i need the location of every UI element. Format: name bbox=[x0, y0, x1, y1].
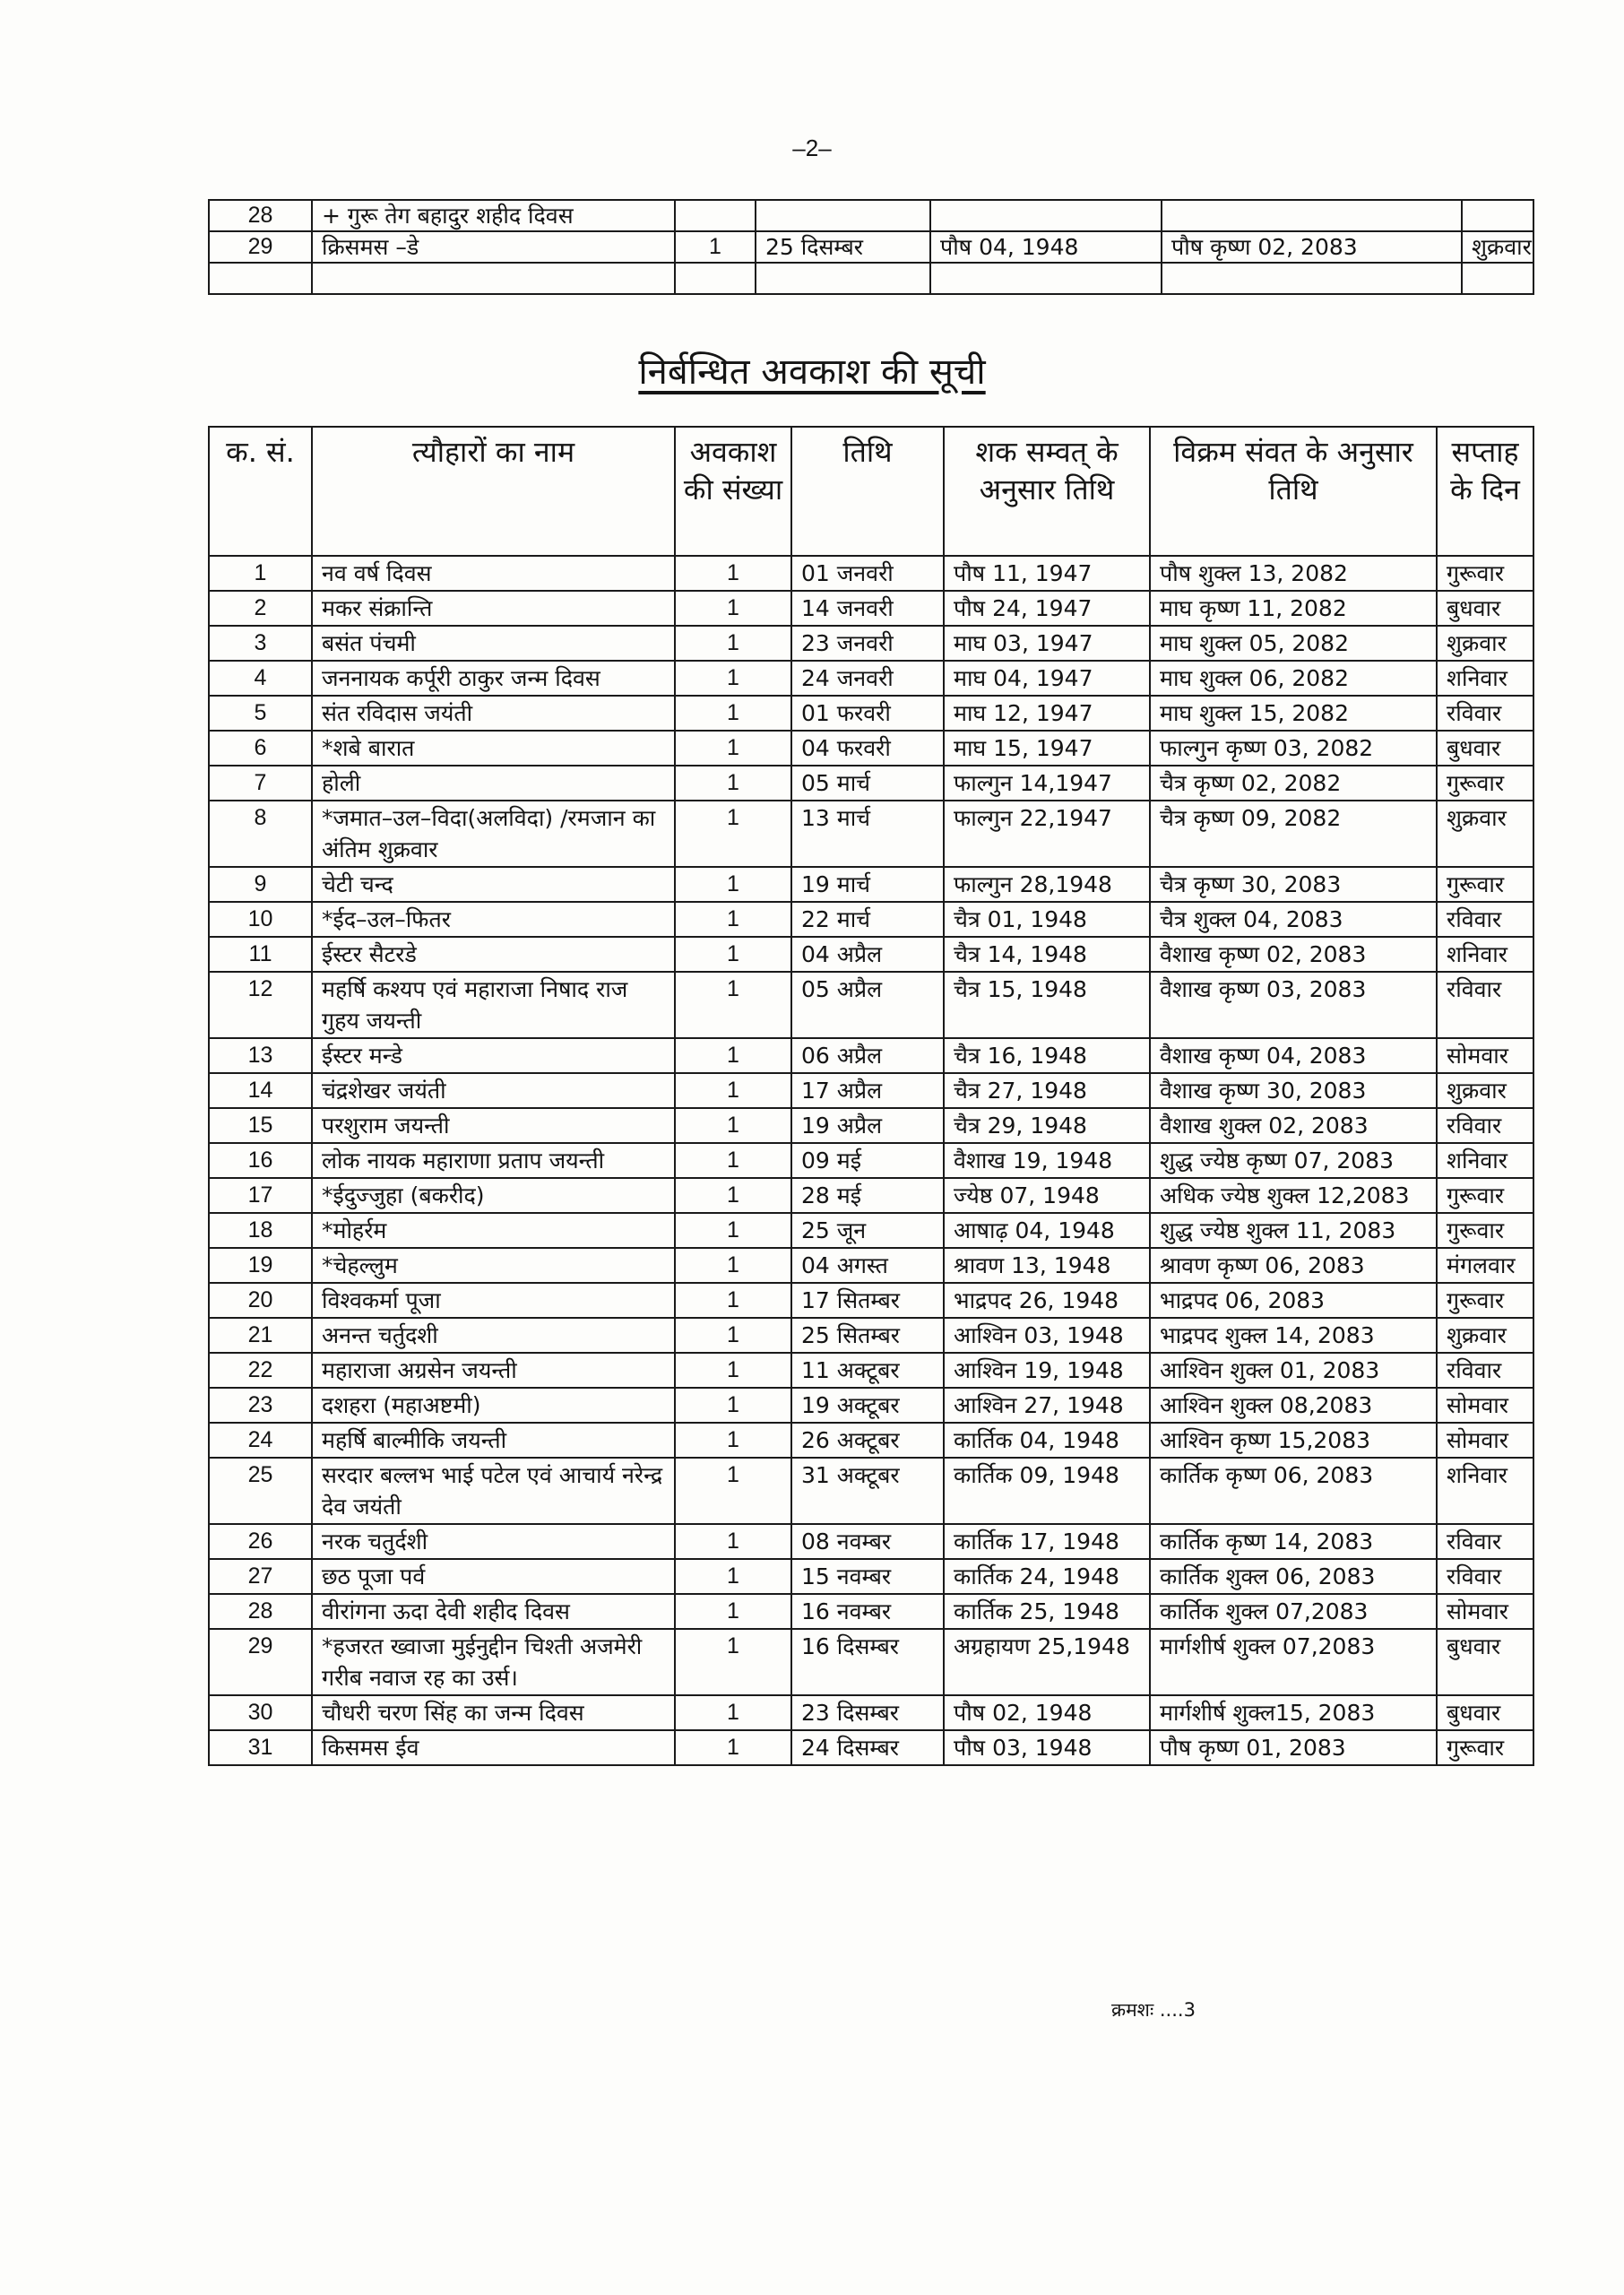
shaka-date-cell: चैत्र 15, 1948 bbox=[944, 972, 1150, 1038]
date-cell: 31 अक्टूबर bbox=[791, 1458, 944, 1524]
weekday-cell: सोमवार bbox=[1437, 1388, 1533, 1423]
date-cell: 11 अक्टूबर bbox=[791, 1353, 944, 1388]
date-cell: 17 सितम्बर bbox=[791, 1283, 944, 1318]
serial-number-cell: 29 bbox=[209, 1629, 312, 1695]
vikram-date-cell: मार्गशीर्ष शुक्ल 07,2083 bbox=[1150, 1629, 1437, 1695]
serial-number-cell: 28 bbox=[209, 1594, 312, 1629]
festival-name-cell: नव वर्ष दिवस bbox=[312, 556, 675, 591]
date-cell: 08 नवम्बर bbox=[791, 1524, 944, 1559]
holiday-count-cell: 1 bbox=[675, 1695, 791, 1730]
date-cell: 01 फरवरी bbox=[791, 696, 944, 731]
holiday-count-cell: 1 bbox=[675, 661, 791, 696]
shaka-date-cell: आश्विन 19, 1948 bbox=[944, 1353, 1150, 1388]
date-cell: 05 मार्च bbox=[791, 766, 944, 801]
vikram-date-cell: माघ शुक्ल 06, 2082 bbox=[1150, 661, 1437, 696]
serial-number-cell: 22 bbox=[209, 1353, 312, 1388]
serial-number-cell: 15 bbox=[209, 1108, 312, 1143]
festival-name-cell: चंद्रशेखर जयंती bbox=[312, 1073, 675, 1108]
shaka-date-cell: आश्विन 03, 1948 bbox=[944, 1318, 1150, 1353]
shaka-date-cell: कार्तिक 25, 1948 bbox=[944, 1594, 1150, 1629]
vikram-date-cell: फाल्गुन कृष्ण 03, 2082 bbox=[1150, 731, 1437, 766]
table-row bbox=[209, 1283, 1533, 1318]
serial-number-cell: 20 bbox=[209, 1283, 312, 1318]
vikram-date-cell: वैशाख कृष्ण 30, 2083 bbox=[1150, 1073, 1437, 1108]
shaka-date-cell: माघ 15, 1947 bbox=[944, 731, 1150, 766]
shaka-date-cell: पौष 04, 1948 bbox=[930, 231, 1162, 263]
shaka-date-cell: कार्तिक 04, 1948 bbox=[944, 1423, 1150, 1458]
table-row bbox=[209, 200, 1533, 231]
vikram-date-cell bbox=[1162, 263, 1462, 294]
date-cell: 23 जनवरी bbox=[791, 626, 944, 661]
serial-number-cell: 11 bbox=[209, 937, 312, 972]
festival-name-cell: होली bbox=[312, 766, 675, 801]
weekday-cell bbox=[1462, 200, 1533, 231]
table-row bbox=[209, 1559, 1533, 1594]
shaka-date-cell: चैत्र 01, 1948 bbox=[944, 902, 1150, 937]
date-cell: 04 अप्रैल bbox=[791, 937, 944, 972]
holiday-count-cell: 1 bbox=[675, 801, 791, 867]
holiday-count-cell: 1 bbox=[675, 867, 791, 902]
weekday-cell: मंगलवार bbox=[1437, 1248, 1533, 1283]
vikram-date-cell: चैत्र शुक्ल 04, 2083 bbox=[1150, 902, 1437, 937]
festival-name-cell: *जमात–उल–विदा(अलविदा) /रमजान का अंतिम शुक्रवार bbox=[312, 801, 675, 867]
festival-name-cell: क्रिसमस –डे bbox=[312, 231, 675, 263]
vikram-date-cell: चैत्र कृष्ण 09, 2082 bbox=[1150, 801, 1437, 867]
date-cell: 19 अक्टूबर bbox=[791, 1388, 944, 1423]
weekday-cell: बुधवार bbox=[1437, 731, 1533, 766]
serial-number-cell: 9 bbox=[209, 867, 312, 902]
weekday-cell: रविवार bbox=[1437, 902, 1533, 937]
serial-number-cell: 2 bbox=[209, 591, 312, 626]
page-number: –2– bbox=[792, 134, 832, 161]
table-row bbox=[209, 1073, 1533, 1108]
serial-number-cell: 31 bbox=[209, 1730, 312, 1765]
holiday-count-cell: 1 bbox=[675, 591, 791, 626]
holiday-count-cell: 1 bbox=[675, 1283, 791, 1318]
serial-number-cell: 17 bbox=[209, 1178, 312, 1213]
vikram-date-cell: भाद्रपद शुक्ल 14, 2083 bbox=[1150, 1318, 1437, 1353]
table-row bbox=[209, 1594, 1533, 1629]
serial-number-cell: 19 bbox=[209, 1248, 312, 1283]
weekday-cell: शनिवार bbox=[1437, 1458, 1533, 1524]
weekday-cell: गुरूवार bbox=[1437, 766, 1533, 801]
shaka-date-cell: श्रावण 13, 1948 bbox=[944, 1248, 1150, 1283]
shaka-date-cell: चैत्र 29, 1948 bbox=[944, 1108, 1150, 1143]
weekday-cell: शुक्रवार bbox=[1437, 626, 1533, 661]
vikram-date-cell: मार्गशीर्ष शुक्ल15, 2083 bbox=[1150, 1695, 1437, 1730]
date-cell: 06 अप्रैल bbox=[791, 1038, 944, 1073]
shaka-date-cell: फाल्गुन 14,1947 bbox=[944, 766, 1150, 801]
table-row bbox=[209, 263, 1533, 294]
table-row bbox=[209, 591, 1533, 626]
shaka-date-cell: कार्तिक 09, 1948 bbox=[944, 1458, 1150, 1524]
weekday-cell: शनिवार bbox=[1437, 937, 1533, 972]
serial-number-cell: 14 bbox=[209, 1073, 312, 1108]
table-row bbox=[209, 1629, 1533, 1695]
date-cell bbox=[756, 200, 930, 231]
shaka-date-cell: फाल्गुन 28,1948 bbox=[944, 867, 1150, 902]
date-cell: 16 नवम्बर bbox=[791, 1594, 944, 1629]
shaka-date-cell: भाद्रपद 26, 1948 bbox=[944, 1283, 1150, 1318]
shaka-date-cell bbox=[930, 263, 1162, 294]
header-date: तिथि bbox=[791, 427, 944, 556]
table-header-row bbox=[209, 427, 1533, 556]
festival-name-cell: जननायक कर्पूरी ठाकुर जन्म दिवस bbox=[312, 661, 675, 696]
festival-name-cell: परशुराम जयन्ती bbox=[312, 1108, 675, 1143]
date-cell: 04 फरवरी bbox=[791, 731, 944, 766]
vikram-date-cell: वैशाख कृष्ण 04, 2083 bbox=[1150, 1038, 1437, 1073]
festival-name-cell: चेटी चन्द bbox=[312, 867, 675, 902]
serial-number-cell: 4 bbox=[209, 661, 312, 696]
festival-name-cell: लोक नायक महाराणा प्रताप जयन्ती bbox=[312, 1143, 675, 1178]
serial-number-cell: 5 bbox=[209, 696, 312, 731]
vikram-date-cell: कार्तिक शुक्ल 06, 2083 bbox=[1150, 1559, 1437, 1594]
table-row bbox=[209, 696, 1533, 731]
weekday-cell: शुक्रवार bbox=[1437, 1073, 1533, 1108]
date-cell: 25 सितम्बर bbox=[791, 1318, 944, 1353]
holiday-count-cell: 1 bbox=[675, 1524, 791, 1559]
holiday-count-cell: 1 bbox=[675, 1143, 791, 1178]
date-cell: 24 जनवरी bbox=[791, 661, 944, 696]
weekday-cell: गुरूवार bbox=[1437, 1213, 1533, 1248]
serial-number-cell: 24 bbox=[209, 1423, 312, 1458]
vikram-date-cell: माघ शुक्ल 05, 2082 bbox=[1150, 626, 1437, 661]
serial-number-cell: 21 bbox=[209, 1318, 312, 1353]
holiday-count-cell: 1 bbox=[675, 1073, 791, 1108]
date-cell: 05 अप्रैल bbox=[791, 972, 944, 1038]
holiday-count-cell bbox=[675, 263, 756, 294]
weekday-cell: शुक्रवार bbox=[1437, 801, 1533, 867]
festival-name-cell: ईस्टर सैटरडे bbox=[312, 937, 675, 972]
shaka-date-cell: माघ 03, 1947 bbox=[944, 626, 1150, 661]
weekday-cell: सोमवार bbox=[1437, 1423, 1533, 1458]
vikram-date-cell: आश्विन शुक्ल 01, 2083 bbox=[1150, 1353, 1437, 1388]
table-row bbox=[209, 766, 1533, 801]
date-cell: 09 मई bbox=[791, 1143, 944, 1178]
holiday-count-cell: 1 bbox=[675, 1388, 791, 1423]
table-row bbox=[209, 902, 1533, 937]
vikram-date-cell: भाद्रपद 06, 2083 bbox=[1150, 1283, 1437, 1318]
weekday-cell: गुरूवार bbox=[1437, 1730, 1533, 1765]
date-cell: 28 मई bbox=[791, 1178, 944, 1213]
date-cell: 25 जून bbox=[791, 1213, 944, 1248]
shaka-date-cell: पौष 24, 1947 bbox=[944, 591, 1150, 626]
date-cell: 16 दिसम्बर bbox=[791, 1629, 944, 1695]
weekday-cell: रविवार bbox=[1437, 1108, 1533, 1143]
table-row bbox=[209, 1388, 1533, 1423]
weekday-cell: गुरूवार bbox=[1437, 1178, 1533, 1213]
holiday-count-cell: 1 bbox=[675, 1594, 791, 1629]
shaka-date-cell: फाल्गुन 22,1947 bbox=[944, 801, 1150, 867]
vikram-date-cell: पौष कृष्ण 02, 2083 bbox=[1162, 231, 1462, 263]
vikram-date-cell: कार्तिक कृष्ण 06, 2083 bbox=[1150, 1458, 1437, 1524]
holiday-count-cell: 1 bbox=[675, 1318, 791, 1353]
header-holiday-count: अवकाश की संख्या bbox=[675, 427, 791, 556]
holiday-count-cell: 1 bbox=[675, 1178, 791, 1213]
festival-name-cell: विश्वकर्मा पूजा bbox=[312, 1283, 675, 1318]
festival-name-cell: छठ पूजा पर्व bbox=[312, 1559, 675, 1594]
table-row bbox=[209, 626, 1533, 661]
festival-name-cell: सरदार बल्लभ भाई पटेल एवं आचार्य नरेन्द्र देव जयंती bbox=[312, 1458, 675, 1524]
header-festival-name: त्यौहारों का नाम bbox=[312, 427, 675, 556]
shaka-date-cell: अग्रहायण 25,1948 bbox=[944, 1629, 1150, 1695]
shaka-date-cell: कार्तिक 24, 1948 bbox=[944, 1559, 1150, 1594]
festival-name-cell: वीरांगना ऊदा देवी शहीद दिवस bbox=[312, 1594, 675, 1629]
table-row bbox=[209, 1143, 1533, 1178]
holiday-count-cell: 1 bbox=[675, 1108, 791, 1143]
festival-name-cell: महर्षि बाल्मीकि जयन्ती bbox=[312, 1423, 675, 1458]
weekday-cell: गुरूवार bbox=[1437, 556, 1533, 591]
weekday-cell: बुधवार bbox=[1437, 1695, 1533, 1730]
weekday-cell: सोमवार bbox=[1437, 1038, 1533, 1073]
vikram-date-cell: पौष कृष्ण 01, 2083 bbox=[1150, 1730, 1437, 1765]
date-cell: 19 मार्च bbox=[791, 867, 944, 902]
holiday-count-cell bbox=[675, 200, 756, 231]
vikram-date-cell: अधिक ज्येष्ठ शुक्ल 12,2083 bbox=[1150, 1178, 1437, 1213]
festival-name-cell: *हजरत ख्वाजा मुईनुद्दीन चिश्ती अजमेरी गरीब नवाज रह का उर्स। bbox=[312, 1629, 675, 1695]
serial-number-cell: 25 bbox=[209, 1458, 312, 1524]
weekday-cell bbox=[1462, 263, 1533, 294]
shaka-date-cell: पौष 02, 1948 bbox=[944, 1695, 1150, 1730]
serial-number-cell bbox=[209, 263, 312, 294]
table-row bbox=[209, 937, 1533, 972]
shaka-date-cell: चैत्र 16, 1948 bbox=[944, 1038, 1150, 1073]
weekday-cell: शुक्रवार bbox=[1462, 231, 1533, 263]
serial-number-cell: 30 bbox=[209, 1695, 312, 1730]
vikram-date-cell bbox=[1162, 200, 1462, 231]
date-cell: 25 दिसम्बर bbox=[756, 231, 930, 263]
weekday-cell: सोमवार bbox=[1437, 1594, 1533, 1629]
date-cell: 19 अप्रैल bbox=[791, 1108, 944, 1143]
date-cell: 01 जनवरी bbox=[791, 556, 944, 591]
festival-name-cell: बसंत पंचमी bbox=[312, 626, 675, 661]
vikram-date-cell: पौष शुक्ल 13, 2082 bbox=[1150, 556, 1437, 591]
holiday-count-cell: 1 bbox=[675, 696, 791, 731]
page-title: निर्बन्धित अवकाश की सूची bbox=[638, 351, 986, 393]
table-row bbox=[209, 1695, 1533, 1730]
header-weekday: सप्ताह के दिन bbox=[1437, 427, 1533, 556]
shaka-date-cell: चैत्र 14, 1948 bbox=[944, 937, 1150, 972]
date-cell: 14 जनवरी bbox=[791, 591, 944, 626]
table-row bbox=[209, 1038, 1533, 1073]
date-cell: 24 दिसम्बर bbox=[791, 1730, 944, 1765]
holiday-count-cell: 1 bbox=[675, 731, 791, 766]
holiday-count-cell: 1 bbox=[675, 937, 791, 972]
weekday-cell: रविवार bbox=[1437, 696, 1533, 731]
vikram-date-cell: वैशाख कृष्ण 02, 2083 bbox=[1150, 937, 1437, 972]
table-row bbox=[209, 801, 1533, 867]
festival-name-cell: *चेहल्लुम bbox=[312, 1248, 675, 1283]
table-row bbox=[209, 1318, 1533, 1353]
table-row bbox=[209, 1108, 1533, 1143]
holiday-count-cell: 1 bbox=[675, 1038, 791, 1073]
header-vikram-date: विक्रम संवत के अनुसार तिथि bbox=[1150, 427, 1437, 556]
holiday-count-cell: 1 bbox=[675, 766, 791, 801]
date-cell bbox=[756, 263, 930, 294]
restricted-holiday-table bbox=[208, 426, 1534, 1766]
festival-name-cell: नरक चतुर्दशी bbox=[312, 1524, 675, 1559]
holiday-count-cell: 1 bbox=[675, 972, 791, 1038]
weekday-cell: शनिवार bbox=[1437, 661, 1533, 696]
serial-number-cell: 8 bbox=[209, 801, 312, 867]
holiday-count-cell: 1 bbox=[675, 1423, 791, 1458]
festival-name-cell: संत रविदास जयंती bbox=[312, 696, 675, 731]
serial-number-cell: 27 bbox=[209, 1559, 312, 1594]
vikram-date-cell: आश्विन कृष्ण 15,2083 bbox=[1150, 1423, 1437, 1458]
date-cell: 17 अप्रैल bbox=[791, 1073, 944, 1108]
holiday-count-cell: 1 bbox=[675, 231, 756, 263]
festival-name-cell: किसमस ईव bbox=[312, 1730, 675, 1765]
table-row bbox=[209, 1458, 1533, 1524]
holiday-count-cell: 1 bbox=[675, 1248, 791, 1283]
holiday-count-cell: 1 bbox=[675, 1458, 791, 1524]
serial-number-cell: 12 bbox=[209, 972, 312, 1038]
weekday-cell: बुधवार bbox=[1437, 1629, 1533, 1695]
serial-number-cell: 7 bbox=[209, 766, 312, 801]
table-row bbox=[209, 1423, 1533, 1458]
holiday-count-cell: 1 bbox=[675, 1353, 791, 1388]
vikram-date-cell: शुद्ध ज्येष्ठ शुक्ल 11, 2083 bbox=[1150, 1213, 1437, 1248]
table-row bbox=[209, 556, 1533, 591]
shaka-date-cell: माघ 04, 1947 bbox=[944, 661, 1150, 696]
continued-holiday-table bbox=[208, 199, 1534, 295]
festival-name-cell: महाराजा अग्रसेन जयन्ती bbox=[312, 1353, 675, 1388]
holiday-count-cell: 1 bbox=[675, 1730, 791, 1765]
vikram-date-cell: शुद्ध ज्येष्ठ कृष्ण 07, 2083 bbox=[1150, 1143, 1437, 1178]
table-row bbox=[209, 731, 1533, 766]
table-row bbox=[209, 867, 1533, 902]
festival-name-cell bbox=[312, 263, 675, 294]
shaka-date-cell: ज्येष्ठ 07, 1948 bbox=[944, 1178, 1150, 1213]
festival-name-cell: अनन्त चर्तुदशी bbox=[312, 1318, 675, 1353]
table-row bbox=[209, 1524, 1533, 1559]
table-row bbox=[209, 1730, 1533, 1765]
serial-number-cell: 28 bbox=[209, 200, 312, 231]
serial-number-cell: 10 bbox=[209, 902, 312, 937]
date-cell: 26 अक्टूबर bbox=[791, 1423, 944, 1458]
festival-name-cell: *शबे बारात bbox=[312, 731, 675, 766]
weekday-cell: शुक्रवार bbox=[1437, 1318, 1533, 1353]
vikram-date-cell: चैत्र कृष्ण 02, 2082 bbox=[1150, 766, 1437, 801]
vikram-date-cell: श्रावण कृष्ण 06, 2083 bbox=[1150, 1248, 1437, 1283]
serial-number-cell: 6 bbox=[209, 731, 312, 766]
weekday-cell: बुधवार bbox=[1437, 591, 1533, 626]
vikram-date-cell: माघ शुक्ल 15, 2082 bbox=[1150, 696, 1437, 731]
holiday-count-cell: 1 bbox=[675, 1559, 791, 1594]
festival-name-cell: चौधरी चरण सिंह का जन्म दिवस bbox=[312, 1695, 675, 1730]
date-cell: 04 अगस्त bbox=[791, 1248, 944, 1283]
shaka-date-cell: पौष 03, 1948 bbox=[944, 1730, 1150, 1765]
table-row bbox=[209, 1353, 1533, 1388]
serial-number-cell: 16 bbox=[209, 1143, 312, 1178]
holiday-count-cell: 1 bbox=[675, 626, 791, 661]
festival-name-cell: *ईद–उल–फितर bbox=[312, 902, 675, 937]
date-cell: 23 दिसम्बर bbox=[791, 1695, 944, 1730]
vikram-date-cell: कार्तिक शुक्ल 07,2083 bbox=[1150, 1594, 1437, 1629]
festival-name-cell: + गुरू तेग बहादुर शहीद दिवस bbox=[312, 200, 675, 231]
serial-number-cell: 1 bbox=[209, 556, 312, 591]
serial-number-cell: 29 bbox=[209, 231, 312, 263]
holiday-count-cell: 1 bbox=[675, 1629, 791, 1695]
date-cell: 22 मार्च bbox=[791, 902, 944, 937]
table-row bbox=[209, 1178, 1533, 1213]
shaka-date-cell: पौष 11, 1947 bbox=[944, 556, 1150, 591]
weekday-cell: रविवार bbox=[1437, 1559, 1533, 1594]
festival-name-cell: मकर संक्रान्ति bbox=[312, 591, 675, 626]
weekday-cell: गुरूवार bbox=[1437, 867, 1533, 902]
festival-name-cell: दशहरा (महाअष्टमी) bbox=[312, 1388, 675, 1423]
continuation-note: क्रमशः ....3 bbox=[1111, 1999, 1196, 2021]
vikram-date-cell: आश्विन शुक्ल 08,2083 bbox=[1150, 1388, 1437, 1423]
table-row bbox=[209, 231, 1533, 263]
table-row bbox=[209, 1248, 1533, 1283]
shaka-date-cell bbox=[930, 200, 1162, 231]
serial-number-cell: 26 bbox=[209, 1524, 312, 1559]
festival-name-cell: ईस्टर मन्डे bbox=[312, 1038, 675, 1073]
table-row bbox=[209, 1213, 1533, 1248]
shaka-date-cell: वैशाख 19, 1948 bbox=[944, 1143, 1150, 1178]
shaka-date-cell: आषाढ़ 04, 1948 bbox=[944, 1213, 1150, 1248]
holiday-count-cell: 1 bbox=[675, 1213, 791, 1248]
vikram-date-cell: कार्तिक कृष्ण 14, 2083 bbox=[1150, 1524, 1437, 1559]
festival-name-cell: महर्षि कश्यप एवं महाराजा निषाद राज गुहय जयन्ती bbox=[312, 972, 675, 1038]
serial-number-cell: 3 bbox=[209, 626, 312, 661]
header-serial-number: क. सं. bbox=[209, 427, 312, 556]
holiday-count-cell: 1 bbox=[675, 556, 791, 591]
shaka-date-cell: चैत्र 27, 1948 bbox=[944, 1073, 1150, 1108]
weekday-cell: रविवार bbox=[1437, 1524, 1533, 1559]
vikram-date-cell: माघ कृष्ण 11, 2082 bbox=[1150, 591, 1437, 626]
serial-number-cell: 18 bbox=[209, 1213, 312, 1248]
shaka-date-cell: आश्विन 27, 1948 bbox=[944, 1388, 1150, 1423]
weekday-cell: गुरूवार bbox=[1437, 1283, 1533, 1318]
date-cell: 15 नवम्बर bbox=[791, 1559, 944, 1594]
festival-name-cell: *मोहर्रम bbox=[312, 1213, 675, 1248]
serial-number-cell: 13 bbox=[209, 1038, 312, 1073]
weekday-cell: शनिवार bbox=[1437, 1143, 1533, 1178]
weekday-cell: रविवार bbox=[1437, 1353, 1533, 1388]
festival-name-cell: *ईदुज्जुहा (बकरीद) bbox=[312, 1178, 675, 1213]
date-cell: 13 मार्च bbox=[791, 801, 944, 867]
holiday-count-cell: 1 bbox=[675, 902, 791, 937]
serial-number-cell: 23 bbox=[209, 1388, 312, 1423]
header-shaka-date: शक सम्वत् के अनुसार तिथि bbox=[944, 427, 1150, 556]
vikram-date-cell: चैत्र कृष्ण 30, 2083 bbox=[1150, 867, 1437, 902]
table-row bbox=[209, 972, 1533, 1038]
shaka-date-cell: माघ 12, 1947 bbox=[944, 696, 1150, 731]
weekday-cell: रविवार bbox=[1437, 972, 1533, 1038]
vikram-date-cell: वैशाख कृष्ण 03, 2083 bbox=[1150, 972, 1437, 1038]
table-row bbox=[209, 661, 1533, 696]
shaka-date-cell: कार्तिक 17, 1948 bbox=[944, 1524, 1150, 1559]
vikram-date-cell: वैशाख शुक्ल 02, 2083 bbox=[1150, 1108, 1437, 1143]
